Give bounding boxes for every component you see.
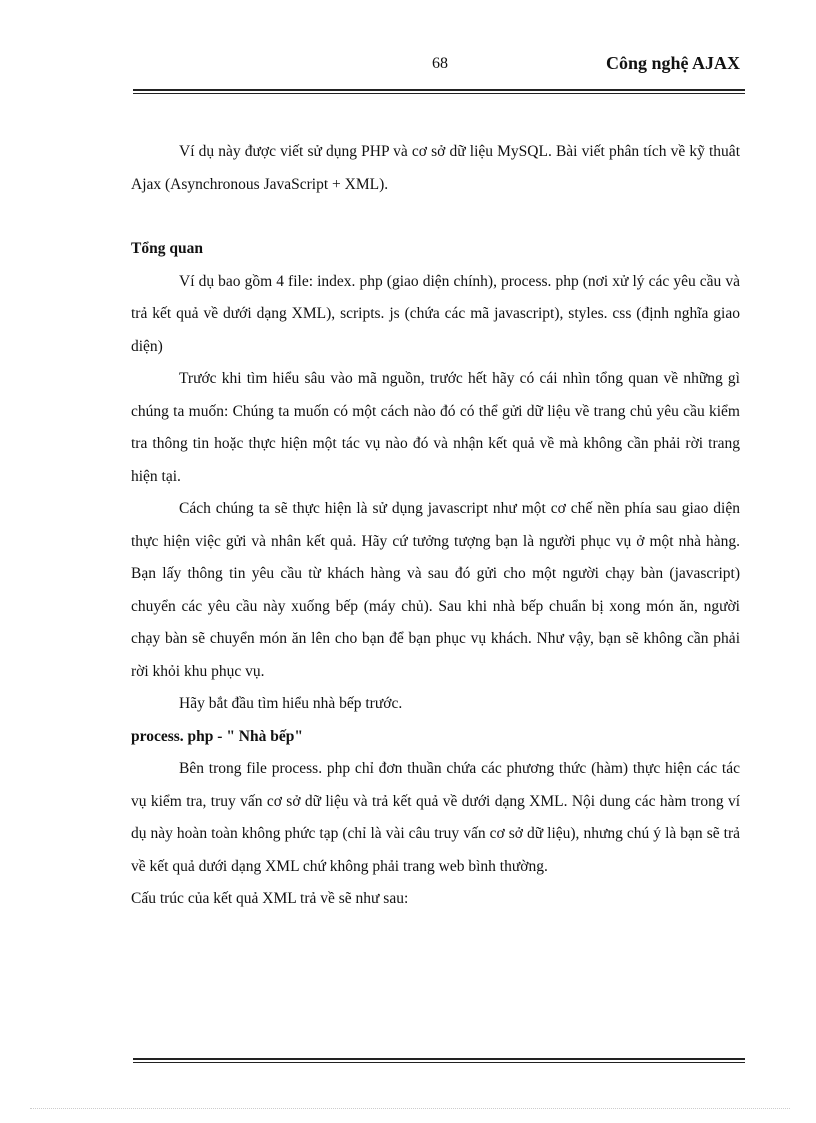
page-number: 68 — [432, 55, 448, 72]
section-heading-overview: Tổng quan — [131, 240, 203, 257]
header-rule — [133, 89, 745, 94]
footer-rule — [133, 1058, 745, 1063]
paragraph-overview: Trước khi tìm hiểu sâu vào mã nguồn, trước hết hãy có cái nhìn tổng quan về những gì chúng ta muốn: Chúng ta muốn có một cách nào đó có thể gửi dữ liệu về trang chủ yêu cầu kiểm tra thông tin hoặc thực hiện một tác vụ nào đó và nhận kết quả về mà không cần phải rời trang hiện tại. — [131, 370, 740, 485]
running-header-title: Công nghệ AJAX — [605, 53, 740, 73]
paragraph-start-kitchen: Hãy bắt đầu tìm hiểu nhà bếp trước. — [179, 695, 403, 712]
paragraph-restaurant-analogy: Cách chúng ta sẽ thực hiện là sử dụng javascript như một cơ chế nền phía sau giao diện thực hiện việc gửi và nhân kết quả. Hãy cứ tưởng tượng bạn là người phục vụ ở một nhà hàng. Bạn lấy thông tin yêu cầu từ khách hàng và sau đó gửi cho một người chạy bàn (javascript) chuyển các yêu cầu này xuống bếp (máy chủ). Sau khi nhà bếp chuẩn bị xong món ăn, người chạy bàn sẽ chuyển món ăn lên cho bạn để bạn phục vụ khách. Như vậy, bạn sẽ không cần phải rời khỏi khu phục vụ. — [131, 500, 740, 680]
page-bottom-dotted-line — [30, 1108, 790, 1109]
paragraph-files: Ví dụ bao gồm 4 file: index. php (giao diện chính), process. php (nơi xử lý các yêu cầu và trả kết quả về dưới dạng XML), scripts. js (chứa các mã javascript), styles. css (định nghĩa giao diện) — [131, 272, 740, 355]
paragraph-process-php: Bên trong file process. php chỉ đơn thuần chứa các phương thức (hàm) thực hiện các tác vụ kiểm tra, truy vấn cơ sở dữ liệu và trả kết quả về dưới dạng XML. Nội dung các hàm trong ví dụ này hoàn toàn không phức tạp (chỉ là vài câu truy vấn cơ sở dữ liệu), nhưng chú ý là bạn sẽ trả về kết quả dưới dạng XML chứ không phải trang web bình thường. — [131, 760, 740, 875]
spacer — [131, 201, 740, 233]
document-body — [131, 136, 740, 916]
paragraph-xml-structure: Cấu trúc của kết quả XML trả về sẽ như sau: — [131, 890, 409, 907]
intro-paragraph: Ví dụ này được viết sử dụng PHP và cơ sở dữ liệu MySQL. Bài viết phân tích về kỹ thuât Ajax (Asynchronous JavaScript + XML). — [131, 143, 740, 193]
section-heading-process-php: process. php - " Nhà bếp" — [131, 727, 303, 745]
